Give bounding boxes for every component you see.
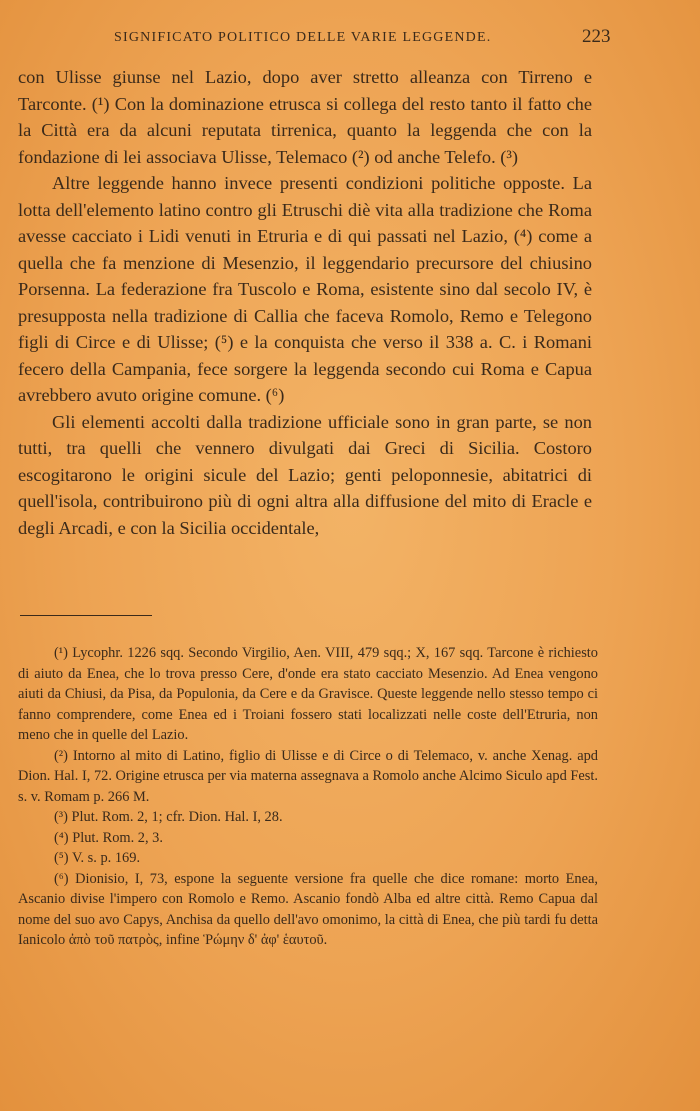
paragraph-3: Gli elementi accolti dalla tradizione ufficiale sono in gran parte, se non tutti, tra quelli che vennero divulgati dai Greci di Sicilia. Costoro escogitarono le origini sicule del Lazio; genti peloponnesie, abitatrici di quell'isola, contribuirono più di ogni altra alla diffusione del mito di Eracle e degli Arcadi, e con la Sicilia occidentale, [18,411,592,538]
footnote-4: (⁴) Plut. Rom. 2, 3. [54,829,163,846]
paragraph-1: con Ulisse giunse nel Lazio, dopo aver stretto alleanza con Tirreno e Tarconte. (¹) Con la dominazione etrusca si collega del resto tanto il fatto che la Città era da alcuni reputata tirrenica, quanto la leggenda che con la fondazione di lei associava Ulisse, Telemaco (²) od anche Telefo. (³) [18,67,592,167]
footnote-3: (³) Plut. Rom. 2, 1; cfr. Dion. Hal. I, 28. [54,809,283,825]
footnotes [18,643,598,951]
footnote-rule [20,615,152,616]
footnote-2: (²) Intorno al mito di Latino, figlio di Ulisse e di Circe o di Telemaco, v. anche Xenag. apd Dion. Hal. I, 72. Origine etrusca per via materna assegnava a Romolo anche Alcimo Siculo apd Fest. s. v. Romam p. 266 M. [18,747,598,805]
footnote-1: (¹) Lycophr. 1226 sqq. Secondo Virgilio, Aen. VIII, 479 sqq.; X, 167 sqq. Tarcone è richiesto di aiuto da Enea, che lo trova presso Cere, d'onde era stato cacciato Mesenzio. Ad Enea vengono aiuti da Chiusi, da Pisa, da Populonia, da Cere e da Gravisce. Queste leggende nello stesso tempo ci fanno comprendere, come Enea ed i Troiani fossero stati localizzati nelle coste dell'Etruria, non meno che in quelle del Lazio. [18,645,598,743]
paragraph-2: Altre leggende hanno invece presenti condizioni politiche opposte. La lotta dell'elemento latino contro gli Etruschi diè vita alla tradizione che Roma avesse cacciato i Lidi venuti in Etruria e di qui passati nel Lazio, (⁴) come a quella che fa menzione di Mesenzio, il leggendario precursore del chiusino Porsenna. La federazione fra Tuscolo e Roma, esistente sino dal secolo IV, è presupposta nella tradizione di Callia che faceva Romolo, Remo e Telegono figli di Circe e di Ulisse; (⁵) e la conquista che verso il 338 a. C. i Romani fecero della Campania, fece sorgere la leggenda secondo cui Roma e Capua avrebbero avuto origine comune. (⁶) [18,173,592,405]
running-head: SIGNIFICATO POLITICO DELLE VARIE LEGGENDE. [114,30,492,45]
footnote-5: (⁵) V. s. p. 169. [54,850,141,866]
main-text [18,64,592,541]
footnote-6: (⁶) Dionisio, I, 73, espone la seguente versione fra quelle che dice romane: morto Enea, Ascanio divise l'impero con Romolo e Remo. Ascanio fondò Alba ed altre città. Remo Capua dal nome del suo avo Capys, Anchisa da quello dell'avo omonimo, la città di Enea, che più tardi fu detta Ianicolo ἀπὸ τοῦ πατρὸς, infine Ῥώμην δ' ἀφ' ἑαυτοῦ. [18,870,598,948]
page-number: 223 [582,26,611,47]
